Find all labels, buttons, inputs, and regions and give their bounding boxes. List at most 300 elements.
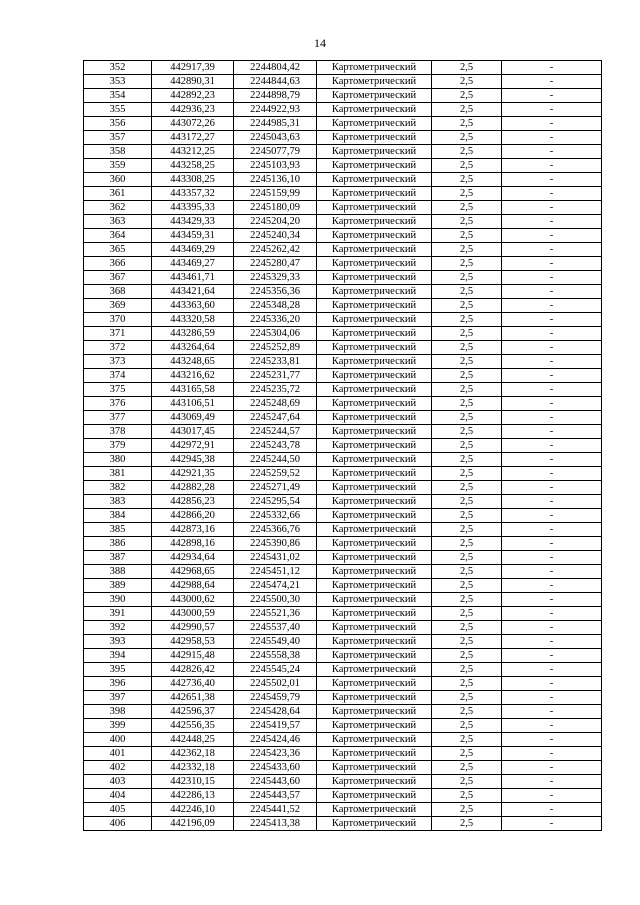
point-number-cell: 359 xyxy=(84,159,152,173)
y-coordinate-cell: 2245235,72 xyxy=(234,383,317,397)
point-number-cell: 398 xyxy=(84,705,152,719)
description-cell: - xyxy=(502,775,602,789)
point-number-cell: 404 xyxy=(84,789,152,803)
y-coordinate-cell: 2245443,57 xyxy=(234,789,317,803)
description-cell: - xyxy=(502,537,602,551)
accuracy-cell: 2,5 xyxy=(432,341,502,355)
description-cell: - xyxy=(502,453,602,467)
page-number: 14 xyxy=(314,36,326,50)
y-coordinate-cell: 2245441,52 xyxy=(234,803,317,817)
y-coordinate-cell: 2245336,20 xyxy=(234,313,317,327)
point-number-cell: 397 xyxy=(84,691,152,705)
y-coordinate-cell: 2245204,20 xyxy=(234,215,317,229)
table-row xyxy=(84,257,602,271)
description-cell: - xyxy=(502,467,602,481)
method-cell: Картометрический xyxy=(317,89,432,103)
y-coordinate-cell: 2245243,78 xyxy=(234,439,317,453)
description-cell: - xyxy=(502,75,602,89)
table-row xyxy=(84,187,602,201)
point-number-cell: 372 xyxy=(84,341,152,355)
x-coordinate-cell: 443363,60 xyxy=(152,299,234,313)
method-cell: Картометрический xyxy=(317,747,432,761)
y-coordinate-cell: 2245159,99 xyxy=(234,187,317,201)
point-number-cell: 370 xyxy=(84,313,152,327)
point-number-cell: 392 xyxy=(84,621,152,635)
table-row xyxy=(84,397,602,411)
x-coordinate-cell: 443172,27 xyxy=(152,131,234,145)
accuracy-cell: 2,5 xyxy=(432,551,502,565)
description-cell: - xyxy=(502,481,602,495)
y-coordinate-cell: 2245262,42 xyxy=(234,243,317,257)
y-coordinate-cell: 2245433,60 xyxy=(234,761,317,775)
x-coordinate-cell: 442936,23 xyxy=(152,103,234,117)
description-cell: - xyxy=(502,579,602,593)
accuracy-cell: 2,5 xyxy=(432,411,502,425)
accuracy-cell: 2,5 xyxy=(432,691,502,705)
method-cell: Картометрический xyxy=(317,789,432,803)
table-row xyxy=(84,425,602,439)
accuracy-cell: 2,5 xyxy=(432,453,502,467)
x-coordinate-cell: 442972,91 xyxy=(152,439,234,453)
table-row xyxy=(84,159,602,173)
description-cell: - xyxy=(502,803,602,817)
description-cell: - xyxy=(502,61,602,75)
y-coordinate-cell: 2245413,38 xyxy=(234,817,317,831)
accuracy-cell: 2,5 xyxy=(432,383,502,397)
table-row xyxy=(84,481,602,495)
point-number-cell: 382 xyxy=(84,481,152,495)
x-coordinate-cell: 443469,29 xyxy=(152,243,234,257)
accuracy-cell: 2,5 xyxy=(432,243,502,257)
y-coordinate-cell: 2245077,79 xyxy=(234,145,317,159)
method-cell: Картометрический xyxy=(317,327,432,341)
point-number-cell: 377 xyxy=(84,411,152,425)
table-row xyxy=(84,145,602,159)
table-row xyxy=(84,467,602,481)
y-coordinate-cell: 2245247,64 xyxy=(234,411,317,425)
accuracy-cell: 2,5 xyxy=(432,663,502,677)
description-cell: - xyxy=(502,89,602,103)
point-number-cell: 360 xyxy=(84,173,152,187)
point-number-cell: 358 xyxy=(84,145,152,159)
description-cell: - xyxy=(502,103,602,117)
table-row xyxy=(84,649,602,663)
point-number-cell: 403 xyxy=(84,775,152,789)
accuracy-cell: 2,5 xyxy=(432,467,502,481)
y-coordinate-cell: 2245390,86 xyxy=(234,537,317,551)
method-cell: Картометрический xyxy=(317,509,432,523)
x-coordinate-cell: 442990,57 xyxy=(152,621,234,635)
x-coordinate-cell: 443000,62 xyxy=(152,593,234,607)
table-row xyxy=(84,635,602,649)
method-cell: Картометрический xyxy=(317,369,432,383)
x-coordinate-cell: 443459,31 xyxy=(152,229,234,243)
description-cell: - xyxy=(502,117,602,131)
table-row xyxy=(84,369,602,383)
description-cell: - xyxy=(502,761,602,775)
description-cell: - xyxy=(502,593,602,607)
table-row xyxy=(84,607,602,621)
point-number-cell: 391 xyxy=(84,607,152,621)
accuracy-cell: 2,5 xyxy=(432,509,502,523)
table-row xyxy=(84,705,602,719)
y-coordinate-cell: 2244985,31 xyxy=(234,117,317,131)
accuracy-cell: 2,5 xyxy=(432,817,502,831)
y-coordinate-cell: 2245423,36 xyxy=(234,747,317,761)
method-cell: Картометрический xyxy=(317,453,432,467)
table-row xyxy=(84,691,602,705)
x-coordinate-cell: 442736,40 xyxy=(152,677,234,691)
method-cell: Картометрический xyxy=(317,733,432,747)
y-coordinate-cell: 2245558,38 xyxy=(234,649,317,663)
point-number-cell: 400 xyxy=(84,733,152,747)
point-number-cell: 379 xyxy=(84,439,152,453)
x-coordinate-cell: 442892,23 xyxy=(152,89,234,103)
method-cell: Картометрический xyxy=(317,61,432,75)
x-coordinate-cell: 443264,64 xyxy=(152,341,234,355)
x-coordinate-cell: 443212,25 xyxy=(152,145,234,159)
x-coordinate-cell: 443106,51 xyxy=(152,397,234,411)
x-coordinate-cell: 443017,45 xyxy=(152,425,234,439)
table-row xyxy=(84,453,602,467)
y-coordinate-cell: 2245136,10 xyxy=(234,173,317,187)
method-cell: Картометрический xyxy=(317,145,432,159)
table-row xyxy=(84,747,602,761)
method-cell: Картометрический xyxy=(317,411,432,425)
point-number-cell: 356 xyxy=(84,117,152,131)
y-coordinate-cell: 2245521,36 xyxy=(234,607,317,621)
table-row xyxy=(84,565,602,579)
y-coordinate-cell: 2245549,40 xyxy=(234,635,317,649)
description-cell: - xyxy=(502,817,602,831)
accuracy-cell: 2,5 xyxy=(432,285,502,299)
method-cell: Картометрический xyxy=(317,173,432,187)
x-coordinate-cell: 443461,71 xyxy=(152,271,234,285)
point-number-cell: 402 xyxy=(84,761,152,775)
x-coordinate-cell: 442934,64 xyxy=(152,551,234,565)
point-number-cell: 388 xyxy=(84,565,152,579)
x-coordinate-cell: 443258,25 xyxy=(152,159,234,173)
description-cell: - xyxy=(502,243,602,257)
method-cell: Картометрический xyxy=(317,579,432,593)
x-coordinate-cell: 442332,18 xyxy=(152,761,234,775)
method-cell: Картометрический xyxy=(317,761,432,775)
coordinates-table xyxy=(83,60,602,831)
description-cell: - xyxy=(502,327,602,341)
table-row xyxy=(84,677,602,691)
table-row xyxy=(84,243,602,257)
accuracy-cell: 2,5 xyxy=(432,75,502,89)
y-coordinate-cell: 2245271,49 xyxy=(234,481,317,495)
y-coordinate-cell: 2245332,66 xyxy=(234,509,317,523)
y-coordinate-cell: 2245451,12 xyxy=(234,565,317,579)
description-cell: - xyxy=(502,621,602,635)
table-row xyxy=(84,495,602,509)
point-number-cell: 362 xyxy=(84,201,152,215)
point-number-cell: 374 xyxy=(84,369,152,383)
accuracy-cell: 2,5 xyxy=(432,299,502,313)
table-row xyxy=(84,173,602,187)
x-coordinate-cell: 442651,38 xyxy=(152,691,234,705)
accuracy-cell: 2,5 xyxy=(432,369,502,383)
y-coordinate-cell: 2245329,33 xyxy=(234,271,317,285)
method-cell: Картометрический xyxy=(317,635,432,649)
accuracy-cell: 2,5 xyxy=(432,397,502,411)
point-number-cell: 396 xyxy=(84,677,152,691)
y-coordinate-cell: 2245474,21 xyxy=(234,579,317,593)
table-row xyxy=(84,215,602,229)
method-cell: Картометрический xyxy=(317,103,432,117)
point-number-cell: 367 xyxy=(84,271,152,285)
x-coordinate-cell: 443469,27 xyxy=(152,257,234,271)
description-cell: - xyxy=(502,411,602,425)
accuracy-cell: 2,5 xyxy=(432,271,502,285)
x-coordinate-cell: 442866,20 xyxy=(152,509,234,523)
method-cell: Картометрический xyxy=(317,215,432,229)
method-cell: Картометрический xyxy=(317,817,432,831)
accuracy-cell: 2,5 xyxy=(432,187,502,201)
table-row xyxy=(84,75,602,89)
table-row xyxy=(84,327,602,341)
accuracy-cell: 2,5 xyxy=(432,565,502,579)
accuracy-cell: 2,5 xyxy=(432,719,502,733)
accuracy-cell: 2,5 xyxy=(432,103,502,117)
method-cell: Картометрический xyxy=(317,621,432,635)
method-cell: Картометрический xyxy=(317,75,432,89)
x-coordinate-cell: 442917,39 xyxy=(152,61,234,75)
y-coordinate-cell: 2245424,46 xyxy=(234,733,317,747)
method-cell: Картометрический xyxy=(317,537,432,551)
accuracy-cell: 2,5 xyxy=(432,159,502,173)
point-number-cell: 354 xyxy=(84,89,152,103)
table-row xyxy=(84,579,602,593)
point-number-cell: 355 xyxy=(84,103,152,117)
method-cell: Картометрический xyxy=(317,691,432,705)
accuracy-cell: 2,5 xyxy=(432,747,502,761)
method-cell: Картометрический xyxy=(317,705,432,719)
x-coordinate-cell: 442556,35 xyxy=(152,719,234,733)
description-cell: - xyxy=(502,229,602,243)
description-cell: - xyxy=(502,649,602,663)
method-cell: Картометрический xyxy=(317,775,432,789)
point-number-cell: 375 xyxy=(84,383,152,397)
method-cell: Картометрический xyxy=(317,677,432,691)
point-number-cell: 386 xyxy=(84,537,152,551)
table-row xyxy=(84,621,602,635)
point-number-cell: 381 xyxy=(84,467,152,481)
description-cell: - xyxy=(502,397,602,411)
method-cell: Картометрический xyxy=(317,187,432,201)
point-number-cell: 387 xyxy=(84,551,152,565)
accuracy-cell: 2,5 xyxy=(432,355,502,369)
description-cell: - xyxy=(502,677,602,691)
table-row xyxy=(84,299,602,313)
description-cell: - xyxy=(502,369,602,383)
point-number-cell: 363 xyxy=(84,215,152,229)
table-row xyxy=(84,271,602,285)
table-row xyxy=(84,131,602,145)
description-cell: - xyxy=(502,201,602,215)
x-coordinate-cell: 443000,59 xyxy=(152,607,234,621)
x-coordinate-cell: 442596,37 xyxy=(152,705,234,719)
point-number-cell: 365 xyxy=(84,243,152,257)
description-cell: - xyxy=(502,747,602,761)
table-row xyxy=(84,439,602,453)
x-coordinate-cell: 443320,58 xyxy=(152,313,234,327)
point-number-cell: 389 xyxy=(84,579,152,593)
description-cell: - xyxy=(502,523,602,537)
y-coordinate-cell: 2245419,57 xyxy=(234,719,317,733)
description-cell: - xyxy=(502,313,602,327)
y-coordinate-cell: 2245545,24 xyxy=(234,663,317,677)
x-coordinate-cell: 442958,53 xyxy=(152,635,234,649)
point-number-cell: 380 xyxy=(84,453,152,467)
description-cell: - xyxy=(502,215,602,229)
point-number-cell: 373 xyxy=(84,355,152,369)
point-number-cell: 405 xyxy=(84,803,152,817)
x-coordinate-cell: 442362,18 xyxy=(152,747,234,761)
accuracy-cell: 2,5 xyxy=(432,607,502,621)
method-cell: Картометрический xyxy=(317,257,432,271)
description-cell: - xyxy=(502,551,602,565)
table-row xyxy=(84,817,602,831)
point-number-cell: 399 xyxy=(84,719,152,733)
accuracy-cell: 2,5 xyxy=(432,593,502,607)
accuracy-cell: 2,5 xyxy=(432,327,502,341)
table-row xyxy=(84,537,602,551)
y-coordinate-cell: 2245244,50 xyxy=(234,453,317,467)
x-coordinate-cell: 442873,16 xyxy=(152,523,234,537)
method-cell: Картометрический xyxy=(317,341,432,355)
x-coordinate-cell: 443248,65 xyxy=(152,355,234,369)
x-coordinate-cell: 443072,26 xyxy=(152,117,234,131)
point-number-cell: 383 xyxy=(84,495,152,509)
accuracy-cell: 2,5 xyxy=(432,579,502,593)
y-coordinate-cell: 2245356,36 xyxy=(234,285,317,299)
y-coordinate-cell: 2244922,93 xyxy=(234,103,317,117)
table-row xyxy=(84,509,602,523)
y-coordinate-cell: 2245259,52 xyxy=(234,467,317,481)
point-number-cell: 353 xyxy=(84,75,152,89)
point-number-cell: 393 xyxy=(84,635,152,649)
y-coordinate-cell: 2245500,30 xyxy=(234,593,317,607)
method-cell: Картометрический xyxy=(317,467,432,481)
y-coordinate-cell: 2245231,77 xyxy=(234,369,317,383)
description-cell: - xyxy=(502,383,602,397)
accuracy-cell: 2,5 xyxy=(432,775,502,789)
x-coordinate-cell: 442898,16 xyxy=(152,537,234,551)
accuracy-cell: 2,5 xyxy=(432,789,502,803)
method-cell: Картометрический xyxy=(317,313,432,327)
accuracy-cell: 2,5 xyxy=(432,425,502,439)
x-coordinate-cell: 442286,13 xyxy=(152,789,234,803)
x-coordinate-cell: 443308,25 xyxy=(152,173,234,187)
description-cell: - xyxy=(502,131,602,145)
accuracy-cell: 2,5 xyxy=(432,705,502,719)
y-coordinate-cell: 2245502,01 xyxy=(234,677,317,691)
accuracy-cell: 2,5 xyxy=(432,215,502,229)
x-coordinate-cell: 443165,58 xyxy=(152,383,234,397)
x-coordinate-cell: 443286,59 xyxy=(152,327,234,341)
method-cell: Картометрический xyxy=(317,719,432,733)
point-number-cell: 395 xyxy=(84,663,152,677)
y-coordinate-cell: 2245240,34 xyxy=(234,229,317,243)
description-cell: - xyxy=(502,635,602,649)
method-cell: Картометрический xyxy=(317,355,432,369)
accuracy-cell: 2,5 xyxy=(432,495,502,509)
description-cell: - xyxy=(502,173,602,187)
x-coordinate-cell: 442826,42 xyxy=(152,663,234,677)
method-cell: Картометрический xyxy=(317,663,432,677)
table-row xyxy=(84,719,602,733)
description-cell: - xyxy=(502,789,602,803)
x-coordinate-cell: 442915,48 xyxy=(152,649,234,663)
table-row xyxy=(84,733,602,747)
x-coordinate-cell: 442856,23 xyxy=(152,495,234,509)
x-coordinate-cell: 442196,09 xyxy=(152,817,234,831)
description-cell: - xyxy=(502,607,602,621)
accuracy-cell: 2,5 xyxy=(432,131,502,145)
x-coordinate-cell: 442945,38 xyxy=(152,453,234,467)
accuracy-cell: 2,5 xyxy=(432,313,502,327)
accuracy-cell: 2,5 xyxy=(432,89,502,103)
point-number-cell: 406 xyxy=(84,817,152,831)
method-cell: Картометрический xyxy=(317,495,432,509)
table-row xyxy=(84,383,602,397)
point-number-cell: 366 xyxy=(84,257,152,271)
accuracy-cell: 2,5 xyxy=(432,803,502,817)
accuracy-cell: 2,5 xyxy=(432,677,502,691)
table-row xyxy=(84,341,602,355)
description-cell: - xyxy=(502,719,602,733)
y-coordinate-cell: 2245103,93 xyxy=(234,159,317,173)
description-cell: - xyxy=(502,565,602,579)
method-cell: Картометрический xyxy=(317,397,432,411)
y-coordinate-cell: 2245043,63 xyxy=(234,131,317,145)
table-row xyxy=(84,789,602,803)
table-row xyxy=(84,355,602,369)
table-row xyxy=(84,313,602,327)
description-cell: - xyxy=(502,187,602,201)
point-number-cell: 369 xyxy=(84,299,152,313)
y-coordinate-cell: 2245304,06 xyxy=(234,327,317,341)
description-cell: - xyxy=(502,299,602,313)
table-row xyxy=(84,551,602,565)
point-number-cell: 401 xyxy=(84,747,152,761)
method-cell: Картометрический xyxy=(317,229,432,243)
method-cell: Картометрический xyxy=(317,243,432,257)
table-row xyxy=(84,117,602,131)
method-cell: Картометрический xyxy=(317,271,432,285)
method-cell: Картометрический xyxy=(317,439,432,453)
x-coordinate-cell: 442448,25 xyxy=(152,733,234,747)
y-coordinate-cell: 2245252,89 xyxy=(234,341,317,355)
y-coordinate-cell: 2244898,79 xyxy=(234,89,317,103)
y-coordinate-cell: 2245348,28 xyxy=(234,299,317,313)
y-coordinate-cell: 2245295,54 xyxy=(234,495,317,509)
table-row xyxy=(84,593,602,607)
accuracy-cell: 2,5 xyxy=(432,537,502,551)
x-coordinate-cell: 442310,15 xyxy=(152,775,234,789)
x-coordinate-cell: 442988,64 xyxy=(152,579,234,593)
description-cell: - xyxy=(502,439,602,453)
method-cell: Картометрический xyxy=(317,159,432,173)
y-coordinate-cell: 2245428,64 xyxy=(234,705,317,719)
accuracy-cell: 2,5 xyxy=(432,761,502,775)
accuracy-cell: 2,5 xyxy=(432,649,502,663)
point-number-cell: 357 xyxy=(84,131,152,145)
method-cell: Картометрический xyxy=(317,565,432,579)
